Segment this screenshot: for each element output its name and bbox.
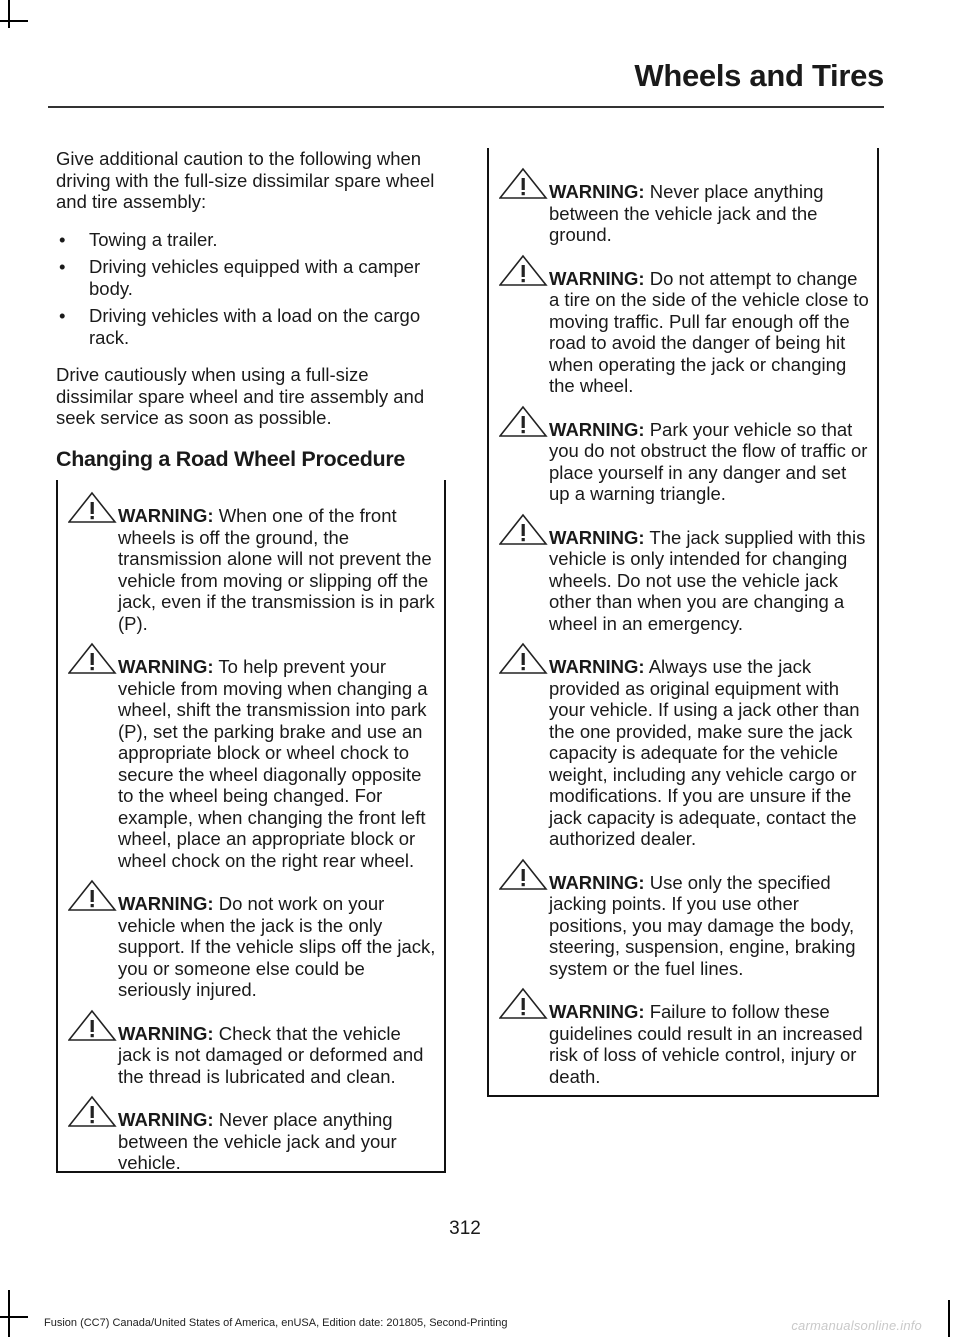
warning-item: WARNING: When one of the front wheels is off the ground, the transmission alone will not prevent the vehicle from moving or slipping off the jack, even if the transmission is in park (P). [66,505,436,634]
list-item: • Towing a trailer. [59,228,218,250]
warning-triangle-icon [499,404,549,438]
warning-label: WARNING: [118,893,214,914]
warning-item: WARNING: Do not attempt to change a tire on the side of the vehicle close to moving traffic. Pull far enough off the road to avoid the danger of being hit when operating the jack or changing the wheel. [497,268,869,397]
warning-triangle-icon [499,641,549,675]
warning-box-right [487,148,879,1097]
warning-label: WARNING: [118,1022,214,1044]
page-title: Wheels and Tires [634,58,884,93]
bullet-icon: • [59,256,66,277]
section-heading: Changing a Road Wheel Procedure [56,446,406,471]
warning-item: WARNING: To help prevent your vehicle from moving when changing a wheel, shift the transmission into park (P), set the parking brake and use an appropriate block or wheel chock to secure the wheel diagonally opposite to the wheel being changed. For example, when changing the front left wheel, place an appropriate block or wheel chock on the right rear wheel. [66,656,436,871]
warning-label: WARNING: [549,526,645,548]
warning-triangle-icon [68,878,118,912]
list-item: • Driving vehicles equipped with a camper body. [59,256,421,299]
crop-mark [8,1290,10,1337]
warning-item: WARNING: Never place anything between the vehicle jack and the ground. [497,181,869,246]
warning-triangle-icon [68,1008,118,1042]
warning-triangle-icon [499,166,549,200]
warning-label: WARNING: [118,1109,214,1130]
warning-triangle-icon [68,490,118,524]
crop-mark [8,0,10,28]
warning-triangle-icon [499,857,549,891]
warning-item: WARNING: Use only the specified jacking points. If you use other positions, you may damage the body, steering, suspension, engine, braking system or the fuel lines. [497,872,869,980]
left-column [56,148,444,470]
warning-item: WARNING: Park your vehicle so that you do not obstruct the flow of traffic or place yourself in any danger and set up a warning triangle. [497,419,869,505]
warning-item: WARNING: Do not work on your vehicle when the jack is the only support. If the vehicle slips off the jack, you or someone else could be seriously injured. [66,893,436,1001]
warning-triangle-icon [499,986,549,1020]
warning-label: WARNING: [549,181,645,202]
watermark: carmanualsonline.info [791,1318,922,1333]
warning-label: WARNING: [118,505,214,526]
warning-label: WARNING: [549,267,645,289]
warning-triangle-icon [68,1094,118,1128]
list-item: • Driving vehicles with a load on the cargo rack. [59,305,421,348]
warning-item: WARNING: Always use the jack provided as original equipment with your vehicle. If using a jack other than the one provided, make sure the jack capacity is adequate for the vehicle weight, including any vehicle cargo or modifications. If you are unsure if the jack capacity is adequate, contact the authorized dealer. [497,656,869,850]
header-divider [48,106,884,108]
bullet-icon: • [59,305,66,326]
page-number: 312 [449,1218,481,1239]
warning-label: WARNING: [118,656,214,677]
warning-item: WARNING: Failure to follow these guidelines could result in an increased risk of loss of vehicle control, injury or death. [497,1001,869,1087]
warning-triangle-icon [499,512,549,546]
warning-label: WARNING: [549,418,645,440]
crop-mark [948,1300,950,1337]
closing-paragraph: Drive cautiously when using a full-size dissimilar spare wheel and tire assembly and seek service as soon as possible. [56,364,425,428]
warning-item: WARNING: Never place anything between the vehicle jack and your vehicle. [66,1109,436,1174]
caution-list [56,229,444,349]
warning-label: WARNING: [549,871,645,893]
warning-label: WARNING: [549,656,645,677]
warning-label: WARNING: [549,1001,645,1022]
warning-box-left [56,480,446,1173]
warning-triangle-icon [499,253,549,287]
crop-mark [0,20,28,22]
edition-footer: Fusion (CC7) Canada/United States of America, enUSA, Edition date: 201805, Second-Printing [44,1317,508,1329]
warning-item: WARNING: The jack supplied with this vehicle is only intended for changing wheels. Do not use the vehicle jack other than when you are changing a wheel in an emergency. [497,527,869,635]
bullet-icon: • [59,228,66,250]
crop-mark [0,1316,28,1318]
warning-triangle-icon [68,641,118,675]
warning-item: WARNING: Check that the vehicle jack is not damaged or deformed and the thread is lubricated and clean. [66,1023,436,1088]
intro-paragraph: Give additional caution to the following when driving with the full-size dissimilar spare wheel and tire assembly: [56,148,435,212]
